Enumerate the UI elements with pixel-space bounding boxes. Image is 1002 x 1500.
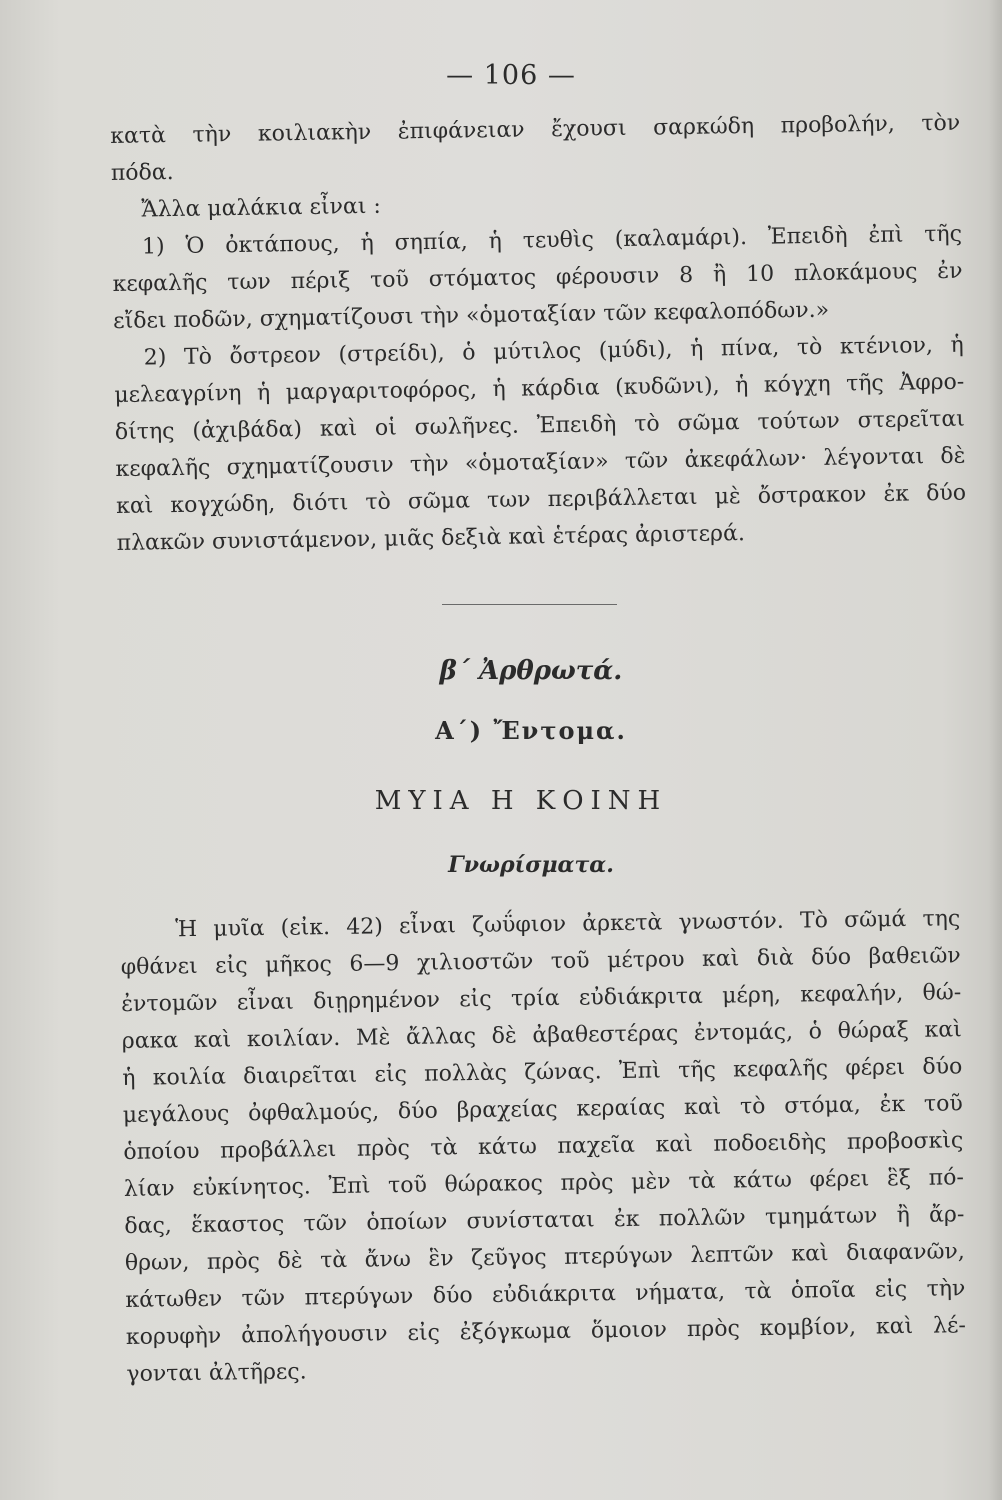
page-gutter-shadow	[988, 0, 1002, 1500]
text-line: Ἄλλα μαλάκια εἶναι :	[141, 193, 381, 223]
text-line: κεφαλῆς των πέριξ τοῦ στόματος φέρουσιν 8 ἢ 10 πλοκάμους ἐν	[112, 258, 963, 297]
text-line: πλακῶν συνιστάμενον, μιᾶς δεξιὰ καὶ ἑτέρας ἀριστερά.	[116, 521, 746, 556]
text-line: δας, ἕκαστος τῶν ὁποίων συνίσταται ἐκ πολλῶν τμημάτων ἢ ἄρ-	[124, 1202, 965, 1239]
text-line: μεγάλους ὀφθαλμούς, δύο βραχείας κεραίας καὶ τὸ στόμα, ἐκ τοῦ	[122, 1091, 963, 1128]
text-line: κατὰ τὴν κοιλιακὴν ἐπιφάνειαν ἔχουσι σαρκώδη προβολήν, τὸν	[110, 110, 961, 149]
section-divider	[442, 604, 617, 605]
text-line: μελεαγρίνη ἡ μαργαριτοφόρος, ἡ κάρδια (κυδῶνι), ἡ κόγχη τῆς Ἀφρο-	[114, 369, 965, 408]
text-line: κορυφὴν ἀπολήγουσιν εἰς ἐξόγκωμα ὅμοιον πρὸς κομβίον, καὶ λέ-	[125, 1313, 967, 1350]
text-line: θρων, πρὸς δὲ τὰ ἄνω ἓν ζεῦγος πτερύγων λεπτῶν καὶ διαφανῶν,	[124, 1239, 966, 1276]
text-line: καὶ κογχώδη, διότι τὸ σῶμα των περιβάλλεται μὲ ὄστρακον ἐκ δύο	[115, 480, 967, 519]
text-line: γονται ἀλτῆρες.	[126, 1359, 307, 1387]
text-line: ἐντομῶν εἶναι διῃρημένον εἰς τρία εὐδιάκριτα μέρη, κεφαλήν, θώ-	[121, 980, 962, 1017]
text-line: δίτης (ἀχιβάδα) καὶ οἱ σωλῆνες. Ἐπειδὴ τὸ σῶμα τούτων στερεῖται	[114, 406, 966, 445]
text-line: λίαν εὐκίνητος. Ἐπὶ τοῦ θώρακος πρὸς μὲν τὰ κάτω φέρει ἓξ πό-	[123, 1165, 964, 1202]
text-line: πόδα.	[110, 160, 174, 186]
text-line: κάτωθεν τῶν πτερύγων δύο εὐδιάκριτα νήματα, τὰ ὁποῖα εἰς τὴν	[125, 1276, 966, 1313]
text-line: κεφαλῆς σχηματίζουσιν τὴν «ὁμοταξίαν» τῶν ἀκεφάλων· λέγονται δὲ	[115, 443, 966, 482]
text-line: Ἡ μυῖα (εἰκ. 42) εἶναι ζωΰφιον ἀρκετὰ γνωστόν. Τὸ σῶμά της	[175, 906, 961, 943]
text-block-fly	[120, 900, 967, 1393]
text-line: εἴδει ποδῶν, σχηματίζουσι τὴν «ὁμοταξίαν τῶν κεφαλοπόδων.»	[113, 297, 830, 334]
text-line: 2) Τὸ ὄστρεον (στρείδι), ὁ μύτιλος (μύδι), ἡ πίνα, τὸ κτένιον, ἡ	[143, 332, 964, 371]
text-line: ὁποίου προβάλλει πρὸς τὰ κάτω παχεῖα καὶ ποδοειδὴς προβοσκὶς	[123, 1128, 964, 1165]
text-line: φθάνει εἰς μῆκος 6—9 χιλιοστῶν τοῦ μέτρου καὶ διὰ δύο βαθειῶν	[120, 943, 961, 980]
text-line: 1) Ὁ ὀκτάπους, ἡ σηπία, ἡ τευθὶς (καλαμάρι). Ἐπειδὴ ἐπὶ τῆς	[141, 221, 963, 260]
section-title: β΄ Ἀρθρωτά.	[439, 656, 623, 686]
text-block-molluscs	[110, 105, 967, 562]
subsection-title: Α΄) Ἔντομα.	[435, 716, 627, 745]
page-number: — 106 —	[446, 60, 576, 91]
text-line: ρακα καὶ κοιλίαν. Μὲ ἄλλας δὲ ἀβαθεστέρας ἐντομάς, ὁ θώραξ καὶ	[121, 1017, 962, 1054]
chapter-heading: ΜΥΙΑ Η ΚΟΙΝΗ	[374, 786, 668, 816]
chapter-subheading: Γνωρίσματα.	[448, 852, 614, 878]
text-line: ἡ κοιλία διαιρεῖται εἰς πολλὰς ζώνας. Ἐπὶ τῆς κεφαλῆς φέρει δύο	[122, 1054, 963, 1091]
